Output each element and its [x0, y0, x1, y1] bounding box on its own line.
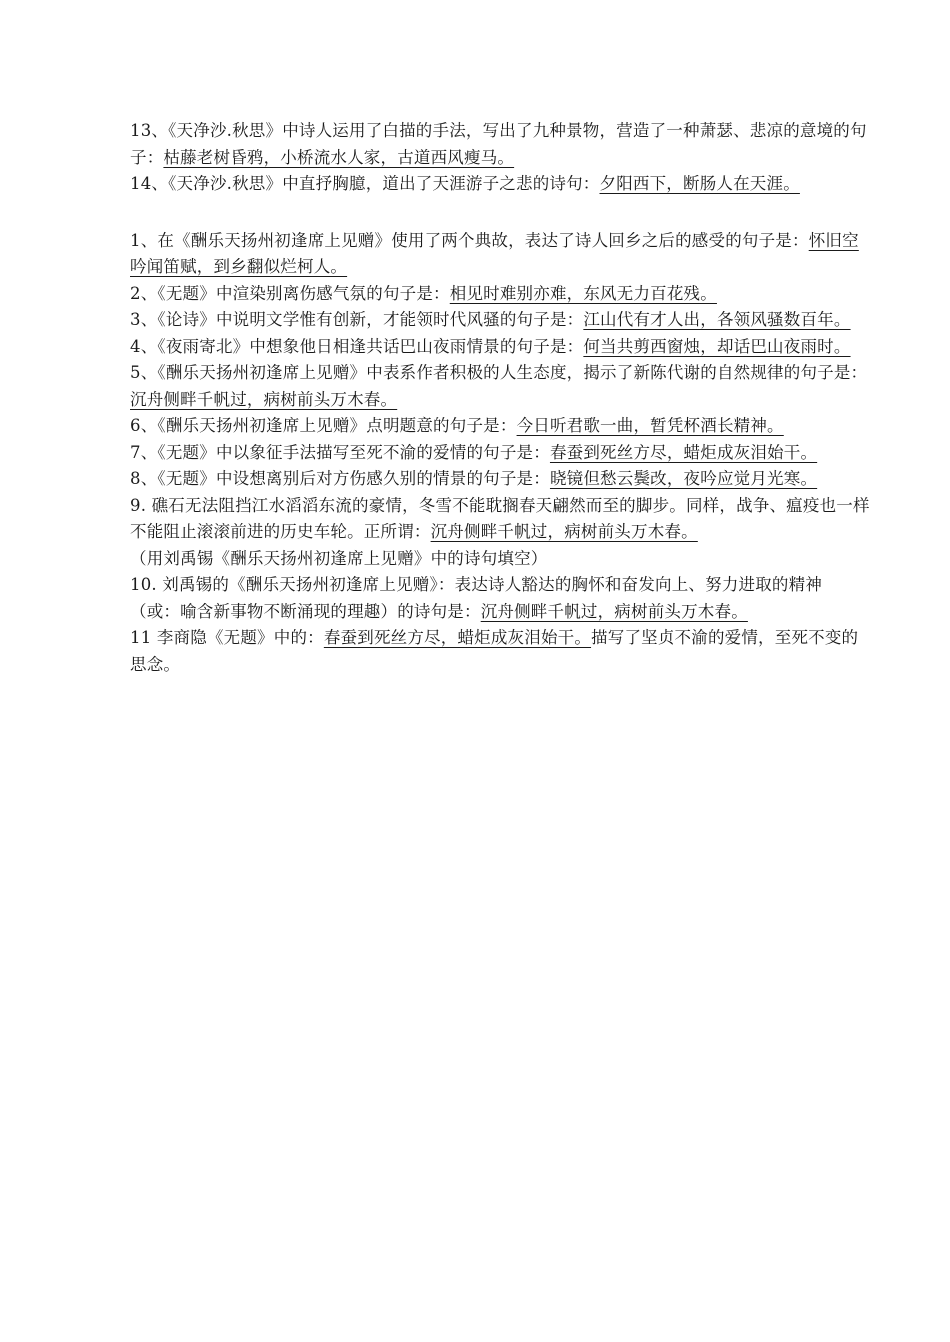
question-7 — [130, 440, 870, 467]
question-10 — [130, 572, 870, 625]
question-8 — [130, 466, 870, 493]
answer-text: 今日听君歌一曲，暂凭杯酒长精神。 — [516, 416, 784, 435]
question-3 — [130, 307, 870, 334]
question-13 — [130, 118, 870, 171]
answer-text: 江山代有才人出，各领风骚数百年。 — [583, 310, 851, 329]
answer-text: 春蚕到死丝方尽，蜡炬成灰泪始干。 — [323, 628, 592, 647]
question-text: 6、《酬乐天扬州初逢席上见赠》点明题意的句子是： — [130, 416, 517, 435]
question-14 — [130, 171, 870, 198]
answer-text: 何当共剪西窗烛，却话巴山夜雨时。 — [583, 336, 851, 356]
question-text: 10. 刘禹锡的《酬乐天扬州初逢席上见赠》：表达诗人豁达的胸怀和奋发向上、努力进取的精神（或：喻含新事物不断涌现的理趣）的诗句是： — [130, 575, 823, 621]
question-note: 描写了坚贞不渝的爱情，至死不变的思念。 — [130, 628, 859, 674]
question-text: 2、《无题》中渲染别离伤感气氛的句子是： — [130, 283, 450, 303]
document-page — [130, 118, 870, 678]
question-text: 7、《无题》中以象征手法描写至死不渝的爱情的句子是： — [130, 442, 550, 462]
question-5 — [130, 360, 870, 413]
question-text: 5、《酬乐天扬州初逢席上见赠》中表系作者积极的人生态度，揭示了新陈代谢的自然规律的句子是： — [130, 363, 868, 382]
answer-text: 沉舟侧畔千帆过，病树前头万木春。 — [130, 389, 398, 409]
answer-text: 沉舟侧畔千帆过，病树前头万木春。 — [430, 522, 698, 541]
answer-text: 夕阳西下，断肠人在天涯。 — [599, 174, 800, 193]
question-11 — [130, 625, 870, 678]
answer-text: 怀旧空吟闻笛赋，到乡翻似烂柯人。 — [130, 230, 859, 276]
question-2 — [130, 281, 870, 308]
answer-text: 晓镜但愁云鬓改，夜吟应觉月光寒。 — [549, 469, 818, 488]
question-text: 9. 礁石无法阻挡江水滔滔东流的豪情，冬雪不能耽搁春天翩然而至的脚步。同样，战争、瘟疫也一样不能阻止滚滚前进的历史车轮。正所谓： — [130, 495, 870, 541]
question-text: 8、《无题》中设想离别后对方伤感久别的情景的句子是： — [130, 469, 550, 488]
question-4 — [130, 334, 870, 361]
question-9 — [130, 493, 870, 573]
answer-text: 相见时难别亦难，东风无力百花残。 — [449, 283, 717, 303]
question-text: 14、《天净沙.秋思》中直抒胸臆，道出了天涯游子之悲的诗句： — [130, 174, 600, 193]
question-note: （用刘禹锡《酬乐天扬州初逢席上见赠》中的诗句填空） — [130, 548, 548, 568]
question-text: 3、《论诗》中说明文学惟有创新，才能领时代风骚的句子是： — [130, 310, 584, 329]
question-6 — [130, 413, 870, 440]
answer-text: 枯藤老树昏鸦，小桥流水人家，古道西风瘦马。 — [163, 147, 515, 167]
answer-text: 春蚕到死丝方尽，蜡炬成灰泪始干。 — [549, 442, 818, 462]
question-1 — [130, 228, 870, 281]
question-text: 4、《夜雨寄北》中想象他日相逢共话巴山夜雨情景的句子是： — [130, 336, 584, 356]
section-gap — [130, 198, 870, 228]
question-text: 1、在《酬乐天扬州初逢席上见赠》使用了两个典故，表达了诗人回乡之后的感受的句子是： — [130, 230, 809, 250]
answer-text: 沉舟侧畔千帆过，病树前头万木春。 — [480, 601, 748, 621]
question-text: 13、《天净沙.秋思》中诗人运用了白描的手法，写出了九种景物，营造了一种萧瑟、悲凉的意境的句子： — [130, 121, 867, 167]
question-text: 11 李商隐《无题》中的： — [130, 628, 324, 647]
